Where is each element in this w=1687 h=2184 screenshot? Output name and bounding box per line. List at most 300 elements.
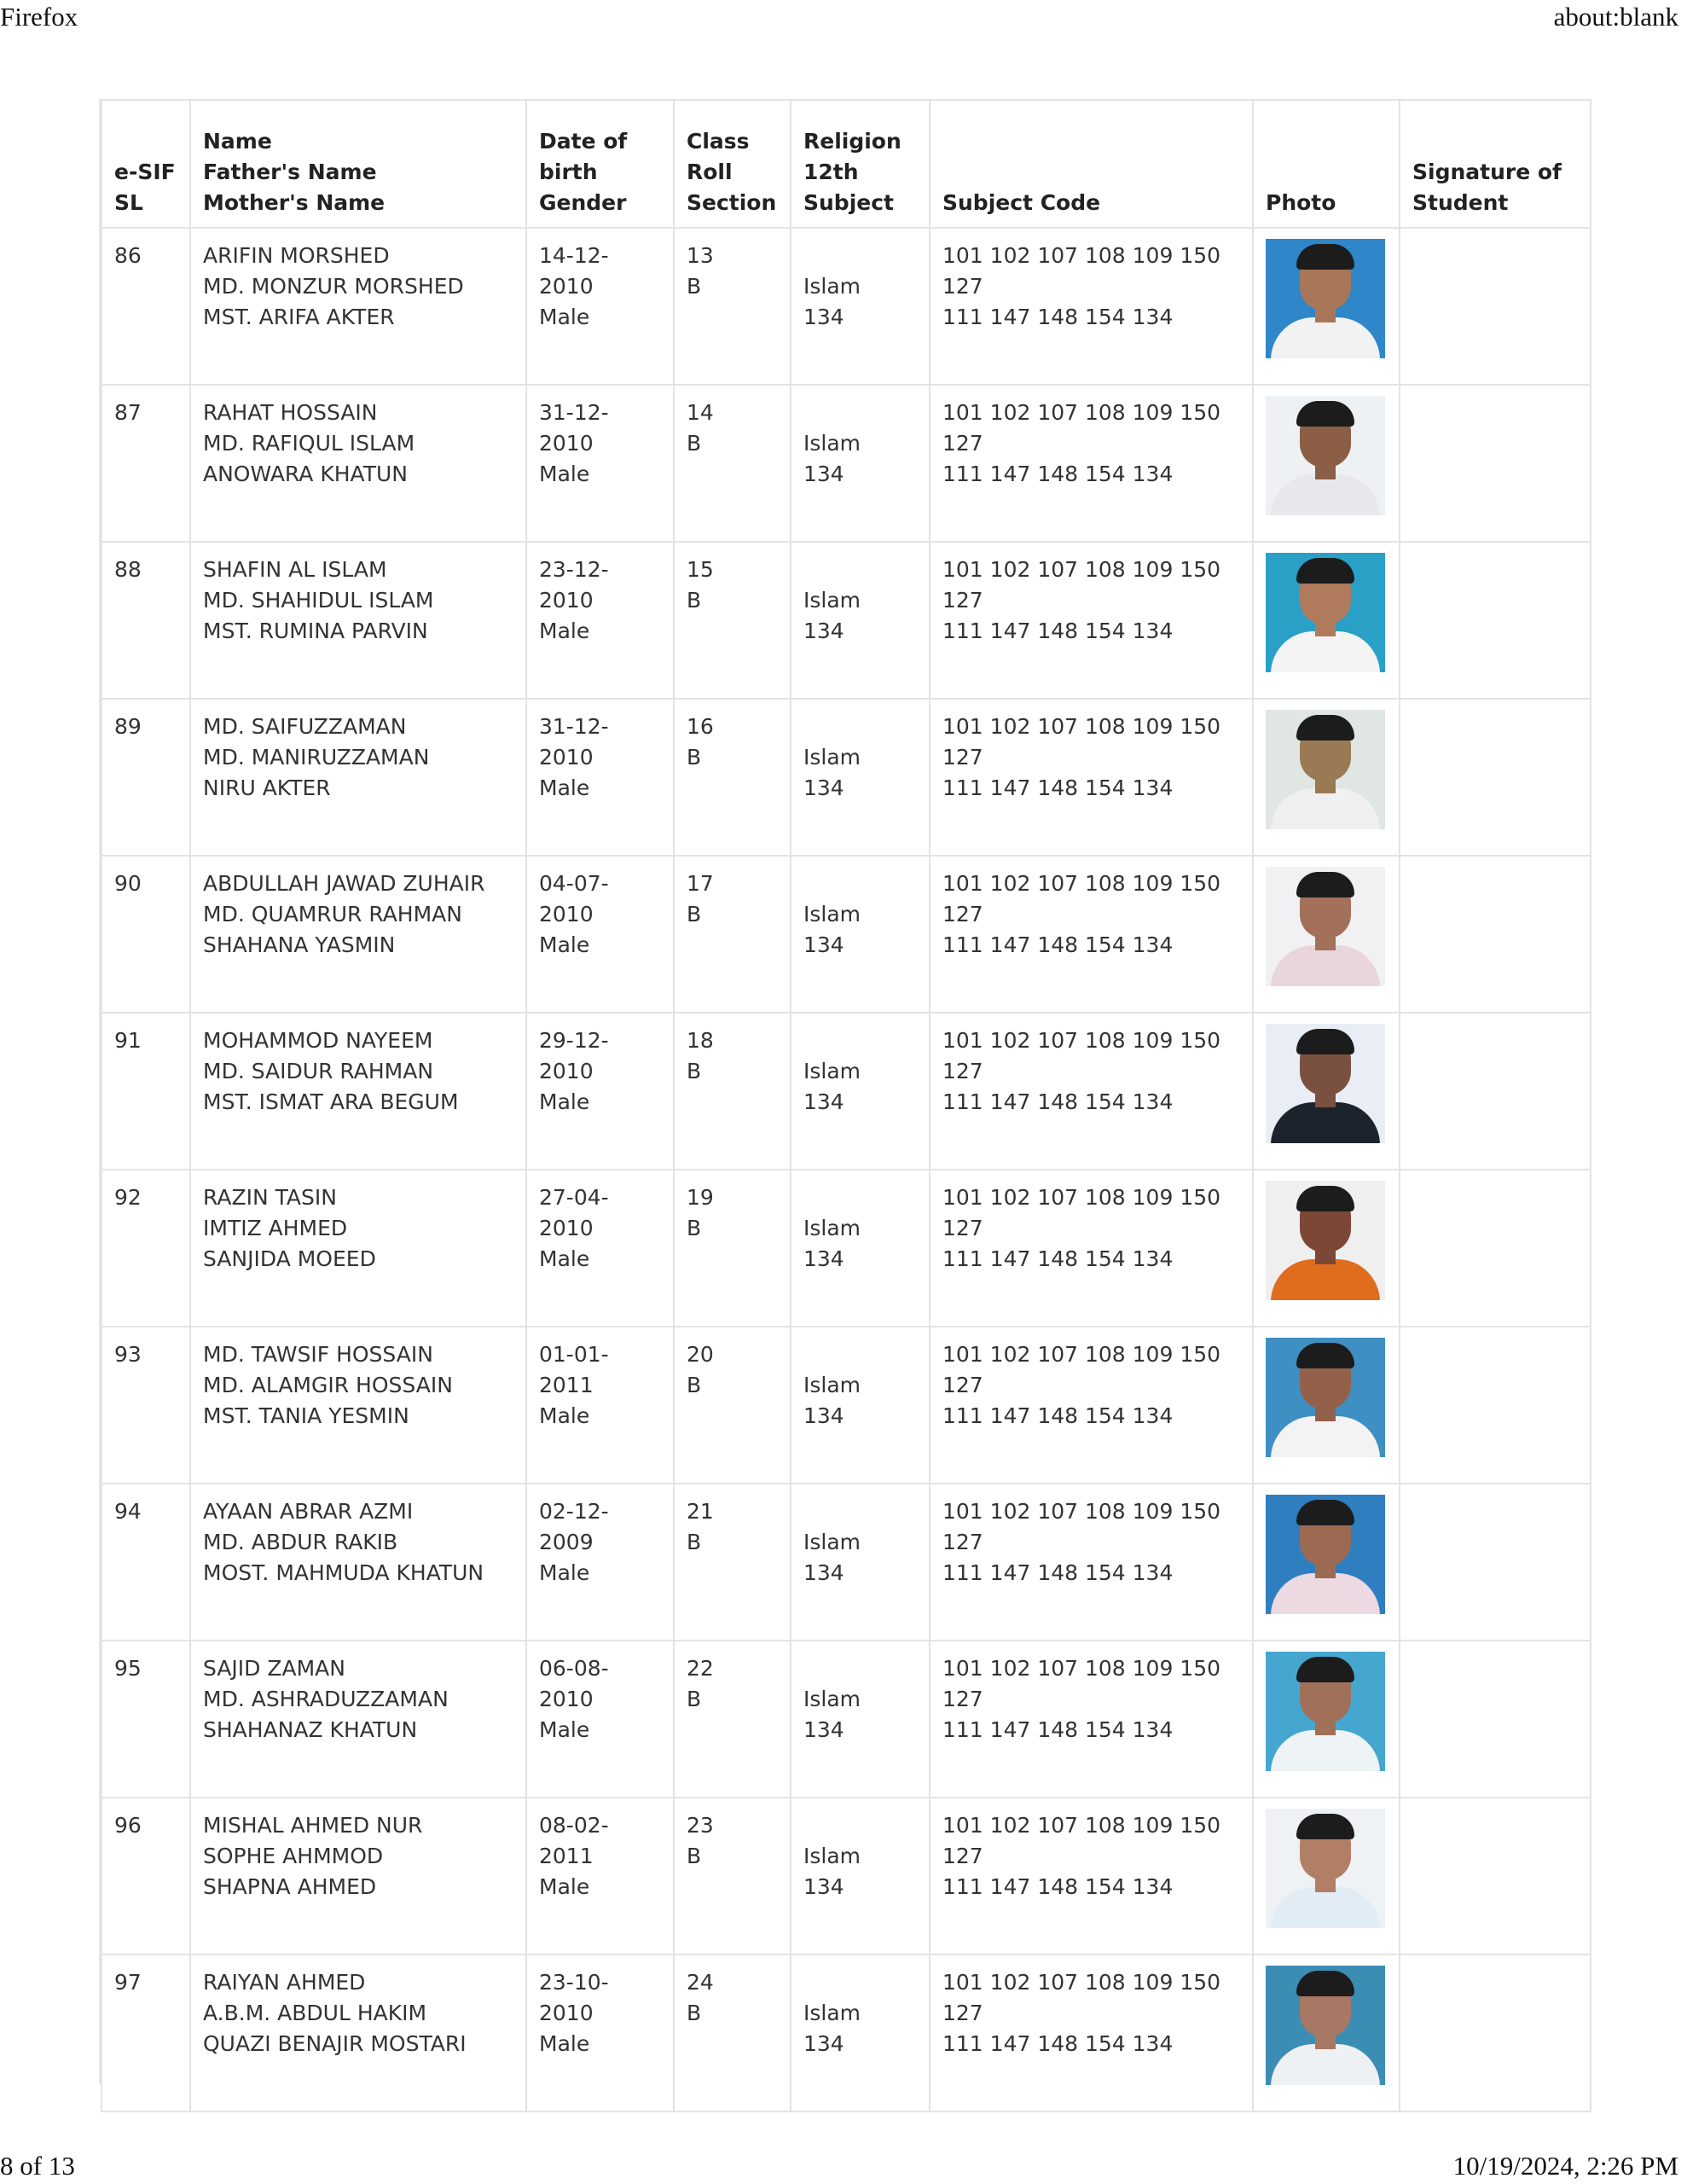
- header-name-line: Name: [203, 129, 272, 154]
- cell-signature: [1400, 1641, 1591, 1798]
- cell-names: [190, 1484, 526, 1641]
- class-roll: 14: [687, 400, 714, 425]
- section: B: [687, 274, 702, 299]
- subject-12th: 134: [803, 1246, 844, 1271]
- cell-names: [190, 1641, 526, 1798]
- cell-sl: [101, 228, 190, 385]
- cell-religion: [791, 856, 930, 1013]
- cell-signature: [1400, 1955, 1591, 2111]
- section: B: [687, 745, 702, 770]
- mother-name: SHAHANAZ KHATUN: [203, 1717, 418, 1742]
- header-photo-line: Photo: [1266, 190, 1336, 215]
- student-name: MD. TAWSIF HOSSAIN: [203, 1342, 433, 1367]
- subject-codes-line2: 111 147 148 154 134: [942, 1403, 1174, 1428]
- subject-12th: 134: [803, 462, 844, 486]
- header-class: [674, 100, 791, 228]
- mother-name: SANJIDA MOEED: [203, 1246, 376, 1271]
- class-roll: 18: [687, 1028, 714, 1053]
- student-sl: 87: [114, 400, 142, 425]
- date-of-birth: 23-10-2010: [539, 1970, 609, 2025]
- cell-sl: [101, 856, 190, 1013]
- table-row: [101, 542, 1591, 699]
- student-photo: [1266, 1181, 1385, 1300]
- subject-codes-line2: 111 147 148 154 134: [942, 305, 1174, 329]
- section: B: [687, 902, 702, 926]
- table-row: [101, 1484, 1591, 1641]
- student-sl: 97: [114, 1970, 142, 1995]
- subject-12th: 134: [803, 1874, 844, 1899]
- cell-subject-code: [930, 699, 1253, 856]
- subject-12th: 134: [803, 1717, 844, 1742]
- photo-hair: [1296, 1657, 1354, 1682]
- table-row: [101, 1327, 1591, 1484]
- cell-subject-code: [930, 1327, 1253, 1484]
- student-photo: [1266, 396, 1385, 515]
- cell-sl: [101, 1641, 190, 1798]
- date-of-birth: 14-12-2010: [539, 243, 609, 299]
- cell-photo: [1253, 856, 1400, 1013]
- cell-class: [674, 542, 791, 699]
- header-photo: [1253, 100, 1400, 228]
- subject-12th: 134: [803, 1403, 844, 1428]
- subject-codes-line2: 111 147 148 154 134: [942, 932, 1174, 957]
- cell-signature: [1400, 856, 1591, 1013]
- student-photo: [1266, 553, 1385, 672]
- cell-religion: [791, 542, 930, 699]
- cell-sl: [101, 1955, 190, 2111]
- gender: Male: [539, 305, 590, 329]
- cell-religion: [791, 1327, 930, 1484]
- cell-signature: [1400, 1013, 1591, 1170]
- cell-subject-code: [930, 1798, 1253, 1955]
- cell-sl: [101, 542, 190, 699]
- date-of-birth: 01-01-2011: [539, 1342, 609, 1397]
- student-name: MOHAMMOD NAYEEM: [203, 1028, 433, 1053]
- subject-codes-line1: 101 102 107 108 109 150 127: [942, 400, 1221, 456]
- cell-photo: [1253, 1327, 1400, 1484]
- cell-sl: [101, 699, 190, 856]
- cell-dob: [526, 228, 674, 385]
- photo-shirt: [1271, 1416, 1380, 1457]
- cell-class: [674, 1641, 791, 1798]
- student-name: MISHAL AHMED NUR: [203, 1813, 423, 1838]
- table-row: [101, 228, 1591, 385]
- cell-class: [674, 1327, 791, 1484]
- cell-subject-code: [930, 542, 1253, 699]
- photo-shirt: [1271, 1887, 1380, 1928]
- cell-signature: [1400, 385, 1591, 542]
- section: B: [687, 1687, 702, 1711]
- date-of-birth: 04-07-2010: [539, 871, 609, 926]
- gender: Male: [539, 932, 590, 957]
- cell-signature: [1400, 1327, 1591, 1484]
- student-list-container: [99, 99, 1590, 2083]
- section: B: [687, 588, 702, 613]
- photo-hair: [1296, 872, 1354, 897]
- subject-codes-line2: 111 147 148 154 134: [942, 1874, 1174, 1899]
- subject-codes-line1: 101 102 107 108 109 150 127: [942, 871, 1221, 926]
- student-photo: [1266, 1966, 1385, 2085]
- section: B: [687, 1373, 702, 1397]
- page-url: about:blank: [1553, 2, 1678, 32]
- cell-signature: [1400, 1798, 1591, 1955]
- cell-photo: [1253, 1955, 1400, 2111]
- student-photo: [1266, 1338, 1385, 1457]
- header-religion-line: 12th: [803, 160, 859, 184]
- cell-subject-code: [930, 1955, 1253, 2111]
- cell-subject-code: [930, 1013, 1253, 1170]
- cell-class: [674, 856, 791, 1013]
- cell-signature: [1400, 542, 1591, 699]
- cell-religion: [791, 1484, 930, 1641]
- photo-shirt: [1271, 1102, 1380, 1143]
- mother-name: ANOWARA KHATUN: [203, 462, 408, 486]
- date-of-birth: 31-12-2010: [539, 714, 609, 770]
- student-photo: [1266, 1809, 1385, 1928]
- father-name: IMTIZ AHMED: [203, 1216, 348, 1240]
- section: B: [687, 1530, 702, 1554]
- date-of-birth: 27-04-2010: [539, 1185, 609, 1240]
- photo-hair: [1296, 1343, 1354, 1368]
- cell-dob: [526, 1955, 674, 2111]
- subject-12th: 134: [803, 2031, 844, 2056]
- mother-name: SHAPNA AHMED: [203, 1874, 377, 1899]
- father-name: SOPHE AHMMOD: [203, 1844, 384, 1868]
- cell-names: [190, 699, 526, 856]
- cell-class: [674, 1013, 791, 1170]
- cell-dob: [526, 1484, 674, 1641]
- cell-subject-code: [930, 1484, 1253, 1641]
- student-sl: 95: [114, 1656, 142, 1681]
- gender: Male: [539, 1403, 590, 1428]
- subject-codes-line1: 101 102 107 108 109 150 127: [942, 557, 1221, 613]
- cell-signature: [1400, 1484, 1591, 1641]
- student-sl: 96: [114, 1813, 142, 1838]
- gender: Male: [539, 2031, 590, 2056]
- subject-codes-line2: 111 147 148 154 134: [942, 462, 1174, 486]
- cell-dob: [526, 1641, 674, 1798]
- header-class-line: Roll: [687, 160, 733, 184]
- mother-name: MST. RUMINA PARVIN: [203, 619, 428, 643]
- table-row: [101, 1955, 1591, 2111]
- class-roll: 16: [687, 714, 714, 739]
- cell-names: [190, 856, 526, 1013]
- cell-photo: [1253, 1484, 1400, 1641]
- cell-sl: [101, 385, 190, 542]
- table-row: [101, 385, 1591, 542]
- header-sl-line: e-SIF: [114, 160, 176, 184]
- subject-codes-line2: 111 147 148 154 134: [942, 1089, 1174, 1114]
- cell-sl: [101, 1013, 190, 1170]
- cell-sl: [101, 1327, 190, 1484]
- header-dob-line: Gender: [539, 190, 627, 215]
- cell-subject-code: [930, 228, 1253, 385]
- cell-subject-code: [930, 1170, 1253, 1327]
- header-signature: [1400, 100, 1591, 228]
- section: B: [687, 2001, 702, 2025]
- header-name-line: Father's Name: [203, 160, 377, 184]
- header-signature-line: Student: [1412, 190, 1509, 215]
- religion: Islam: [803, 1373, 861, 1397]
- religion: Islam: [803, 1687, 861, 1711]
- cell-names: [190, 1955, 526, 2111]
- header-class-line: Section: [687, 190, 777, 215]
- section: B: [687, 1059, 702, 1083]
- subject-codes-line1: 101 102 107 108 109 150 127: [942, 1813, 1221, 1868]
- cell-religion: [791, 699, 930, 856]
- cell-names: [190, 1798, 526, 1955]
- mother-name: SHAHANA YASMIN: [203, 932, 396, 957]
- table-row: [101, 856, 1591, 1013]
- subject-codes-line2: 111 147 148 154 134: [942, 619, 1174, 643]
- photo-shirt: [1271, 474, 1380, 515]
- print-timestamp: 10/19/2024, 2:26 PM: [1452, 2151, 1678, 2181]
- student-name: SHAFIN AL ISLAM: [203, 557, 387, 582]
- cell-religion: [791, 1170, 930, 1327]
- photo-hair: [1296, 1971, 1354, 1996]
- religion: Islam: [803, 745, 861, 770]
- cell-dob: [526, 1013, 674, 1170]
- subject-codes-line1: 101 102 107 108 109 150 127: [942, 1970, 1221, 2025]
- subject-codes-line1: 101 102 107 108 109 150 127: [942, 1656, 1221, 1711]
- subject-codes-line1: 101 102 107 108 109 150 127: [942, 243, 1221, 299]
- photo-hair: [1296, 558, 1354, 584]
- date-of-birth: 02-12-2009: [539, 1499, 609, 1554]
- cell-class: [674, 385, 791, 542]
- student-sl: 94: [114, 1499, 142, 1524]
- gender: Male: [539, 775, 590, 800]
- table-row: [101, 1013, 1591, 1170]
- cell-names: [190, 542, 526, 699]
- student-sl: 89: [114, 714, 142, 739]
- photo-shirt: [1271, 788, 1380, 829]
- cell-photo: [1253, 1013, 1400, 1170]
- cell-class: [674, 1170, 791, 1327]
- photo-hair: [1296, 401, 1354, 427]
- subject-12th: 134: [803, 1089, 844, 1114]
- cell-photo: [1253, 1170, 1400, 1327]
- subject-codes-line2: 111 147 148 154 134: [942, 1560, 1174, 1585]
- table-row: [101, 1641, 1591, 1798]
- mother-name: NIRU AKTER: [203, 775, 331, 800]
- table-row: [101, 699, 1591, 856]
- cell-class: [674, 1955, 791, 2111]
- mother-name: QUAZI BENAJIR MOSTARI: [203, 2031, 467, 2056]
- cell-sl: [101, 1170, 190, 1327]
- student-sl: 93: [114, 1342, 142, 1367]
- father-name: MD. SAIDUR RAHMAN: [203, 1059, 434, 1083]
- photo-hair: [1296, 1186, 1354, 1211]
- header-dob-line: birth: [539, 160, 598, 184]
- header-religion: [791, 100, 930, 228]
- header-name: [190, 100, 526, 228]
- father-name: MD. QUAMRUR RAHMAN: [203, 902, 462, 926]
- header-subject-code: [930, 100, 1253, 228]
- cell-photo: [1253, 699, 1400, 856]
- father-name: MD. MONZUR MORSHED: [203, 274, 464, 299]
- cell-religion: [791, 1641, 930, 1798]
- class-roll: 20: [687, 1342, 714, 1367]
- cell-subject-code: [930, 1641, 1253, 1798]
- student-table: [101, 99, 1591, 2112]
- photo-hair: [1296, 1500, 1354, 1525]
- photo-shirt: [1271, 631, 1380, 672]
- student-name: MD. SAIFUZZAMAN: [203, 714, 407, 739]
- header-sl: [101, 100, 190, 228]
- father-name: MD. SHAHIDUL ISLAM: [203, 588, 434, 613]
- father-name: MD. MANIRUZZAMAN: [203, 745, 430, 770]
- religion: Islam: [803, 588, 861, 613]
- photo-hair: [1296, 1814, 1354, 1839]
- cell-class: [674, 228, 791, 385]
- gender: Male: [539, 462, 590, 486]
- photo-shirt: [1271, 945, 1380, 986]
- cell-religion: [791, 1798, 930, 1955]
- subject-codes-line2: 111 147 148 154 134: [942, 1246, 1174, 1271]
- religion: Islam: [803, 1216, 861, 1240]
- cell-signature: [1400, 699, 1591, 856]
- cell-names: [190, 228, 526, 385]
- table-row: [101, 1170, 1591, 1327]
- gender: Male: [539, 1717, 590, 1742]
- religion: Islam: [803, 902, 861, 926]
- father-name: MD. RAFIQUL ISLAM: [203, 431, 415, 456]
- photo-shirt: [1271, 2044, 1380, 2085]
- photo-shirt: [1271, 317, 1380, 358]
- mother-name: MST. ARIFA AKTER: [203, 305, 395, 329]
- subject-codes-line2: 111 147 148 154 134: [942, 775, 1174, 800]
- header-subject-code-line: Subject Code: [942, 190, 1101, 215]
- cell-dob: [526, 385, 674, 542]
- student-name: RAHAT HOSSAIN: [203, 400, 378, 425]
- student-photo: [1266, 867, 1385, 986]
- subject-12th: 134: [803, 775, 844, 800]
- gender: Male: [539, 1560, 590, 1585]
- class-roll: 15: [687, 557, 714, 582]
- header-signature-line: Signature of: [1412, 160, 1562, 184]
- father-name: MD. ABDUR RAKIB: [203, 1530, 398, 1554]
- cell-names: [190, 1327, 526, 1484]
- cell-names: [190, 1170, 526, 1327]
- religion: Islam: [803, 431, 861, 456]
- subject-codes-line1: 101 102 107 108 109 150 127: [942, 1499, 1221, 1554]
- student-photo: [1266, 1024, 1385, 1143]
- subject-codes-line2: 111 147 148 154 134: [942, 2031, 1174, 2056]
- class-roll: 24: [687, 1970, 714, 1995]
- table-header-row: [101, 100, 1591, 228]
- cell-dob: [526, 1798, 674, 1955]
- cell-photo: [1253, 228, 1400, 385]
- section: B: [687, 431, 702, 456]
- cell-photo: [1253, 1641, 1400, 1798]
- student-name: RAIYAN AHMED: [203, 1970, 366, 1995]
- religion: Islam: [803, 1059, 861, 1083]
- student-sl: 90: [114, 871, 142, 896]
- cell-sl: [101, 1798, 190, 1955]
- photo-shirt: [1271, 1730, 1380, 1771]
- student-sl: 86: [114, 243, 142, 268]
- gender: Male: [539, 619, 590, 643]
- photo-shirt: [1271, 1573, 1380, 1614]
- header-sl-line: SL: [114, 190, 143, 215]
- cell-dob: [526, 1327, 674, 1484]
- cell-signature: [1400, 1170, 1591, 1327]
- cell-names: [190, 1013, 526, 1170]
- header-class-line: Class: [687, 129, 750, 154]
- subject-codes-line1: 101 102 107 108 109 150 127: [942, 1185, 1221, 1240]
- page-indicator: 8 of 13: [0, 2151, 75, 2181]
- date-of-birth: 06-08-2010: [539, 1656, 609, 1711]
- mother-name: MOST. MAHMUDA KHATUN: [203, 1560, 484, 1585]
- section: B: [687, 1216, 702, 1240]
- cell-photo: [1253, 1798, 1400, 1955]
- gender: Male: [539, 1874, 590, 1899]
- class-roll: 21: [687, 1499, 714, 1524]
- section: B: [687, 1844, 702, 1868]
- class-roll: 23: [687, 1813, 714, 1838]
- mother-name: MST. TANIA YESMIN: [203, 1403, 409, 1428]
- date-of-birth: 29-12-2010: [539, 1028, 609, 1083]
- date-of-birth: 23-12-2010: [539, 557, 609, 613]
- photo-shirt: [1271, 1259, 1380, 1300]
- student-name: AYAAN ABRAR AZMI: [203, 1499, 414, 1524]
- father-name: MD. ALAMGIR HOSSAIN: [203, 1373, 453, 1397]
- cell-religion: [791, 1013, 930, 1170]
- student-photo: [1266, 710, 1385, 829]
- subject-12th: 134: [803, 305, 844, 329]
- father-name: MD. ASHRADUZZAMAN: [203, 1687, 449, 1711]
- cell-dob: [526, 1170, 674, 1327]
- gender: Male: [539, 1246, 590, 1271]
- header-dob: [526, 100, 674, 228]
- student-name: ABDULLAH JAWAD ZUHAIR: [203, 871, 485, 896]
- subject-codes-line1: 101 102 107 108 109 150 127: [942, 714, 1221, 770]
- cell-signature: [1400, 228, 1591, 385]
- cell-religion: [791, 385, 930, 542]
- cell-religion: [791, 1955, 930, 2111]
- religion: Islam: [803, 1844, 861, 1868]
- subject-codes-line1: 101 102 107 108 109 150 127: [942, 1028, 1221, 1083]
- date-of-birth: 31-12-2010: [539, 400, 609, 456]
- student-name: ARIFIN MORSHED: [203, 243, 390, 268]
- mother-name: MST. ISMAT ARA BEGUM: [203, 1089, 459, 1114]
- header-religion-line: Subject: [803, 190, 894, 215]
- browser-app-name: Firefox: [0, 2, 78, 32]
- photo-hair: [1296, 715, 1354, 741]
- photo-hair: [1296, 1029, 1354, 1054]
- header-religion-line: Religion: [803, 129, 901, 154]
- cell-religion: [791, 228, 930, 385]
- class-roll: 17: [687, 871, 714, 896]
- student-name: RAZIN TASIN: [203, 1185, 337, 1210]
- cell-class: [674, 1484, 791, 1641]
- photo-hair: [1296, 244, 1354, 270]
- student-photo: [1266, 1652, 1385, 1771]
- father-name: A.B.M. ABDUL HAKIM: [203, 2001, 427, 2025]
- student-sl: 92: [114, 1185, 142, 1210]
- student-name: SAJID ZAMAN: [203, 1656, 345, 1681]
- subject-12th: 134: [803, 619, 844, 643]
- class-roll: 22: [687, 1656, 714, 1681]
- cell-subject-code: [930, 856, 1253, 1013]
- header-dob-line: Date of: [539, 129, 628, 154]
- cell-subject-code: [930, 385, 1253, 542]
- cell-photo: [1253, 542, 1400, 699]
- cell-photo: [1253, 385, 1400, 542]
- subject-codes-line1: 101 102 107 108 109 150 127: [942, 1342, 1221, 1397]
- class-roll: 19: [687, 1185, 714, 1210]
- header-name-line: Mother's Name: [203, 190, 386, 215]
